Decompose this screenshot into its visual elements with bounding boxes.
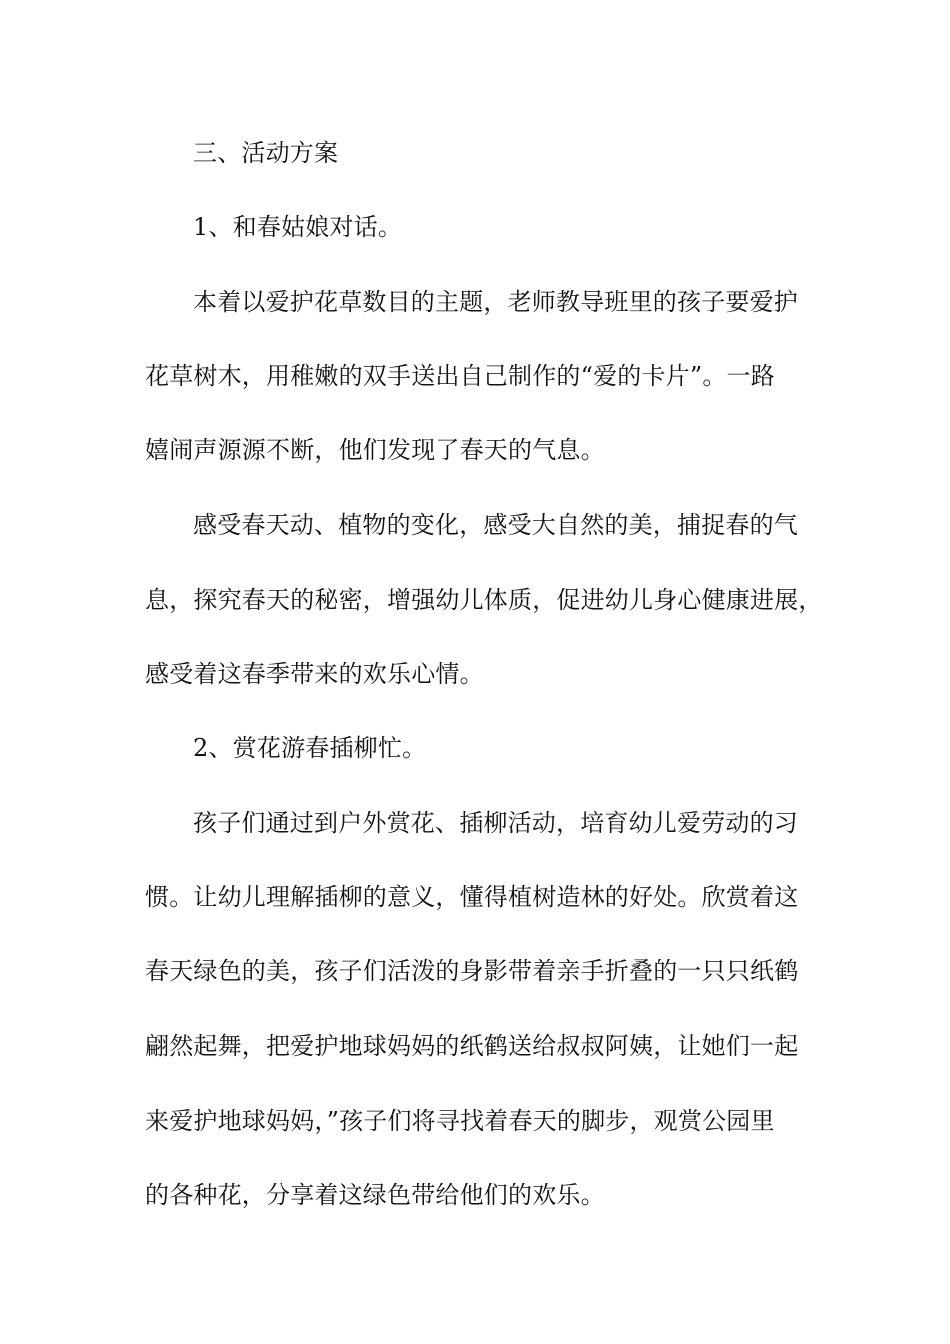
paragraph-2-line-3: 感受着这春季带来的欢乐心情。 (145, 660, 484, 688)
paragraph-3-line-6: 的各种花，分享着这绿色带给他们的欢乐。 (145, 1181, 605, 1209)
paragraph-1-line-3: 嬉闹声源源不断，他们发现了春天的气息。 (145, 436, 605, 464)
item-2-heading: 2、赏花游春插柳忙。 (193, 734, 427, 762)
paragraph-1-line-2: 花草树木，用稚嫩的双手送出自己制作的“爱的卡片”。一路 (145, 362, 775, 390)
paragraph-3-line-2: 惯。让幼儿理解插柳的意义，懂得植树造林的好处。欣赏着这 (145, 883, 799, 911)
item-1-heading: 1、和春姑娘对话。 (193, 213, 403, 241)
section-heading: 三、活动方案 (193, 139, 339, 167)
paragraph-1-line-1: 本着以爱护花草数目的主题，老师教导班里的孩子要爱护 (193, 288, 798, 316)
paragraph-3-line-5: 来爱护地球妈妈，”孩子们将寻找着春天的脚步，观赏公园里 (145, 1107, 775, 1135)
paragraph-2-line-2: 息，探究春天的秘密，增强幼儿体质，促进幼儿身心健康进展， (145, 586, 823, 614)
paragraph-3-line-3: 春天绿色的美，孩子们活泼的身影带着亲手折叠的一只只纸鹤 (145, 957, 799, 985)
paragraph-3-line-4: 翩然起舞，把爱护地球妈妈的纸鹤送给叔叔阿姨，让她们一起 (145, 1032, 799, 1060)
paragraph-2-line-1: 感受春天动、植物的变化，感受大自然的美，捕捉春的气 (193, 511, 798, 539)
paragraph-3-line-1: 孩子们通过到户外赏花、插柳活动，培育幼儿爱劳动的习 (193, 809, 798, 837)
